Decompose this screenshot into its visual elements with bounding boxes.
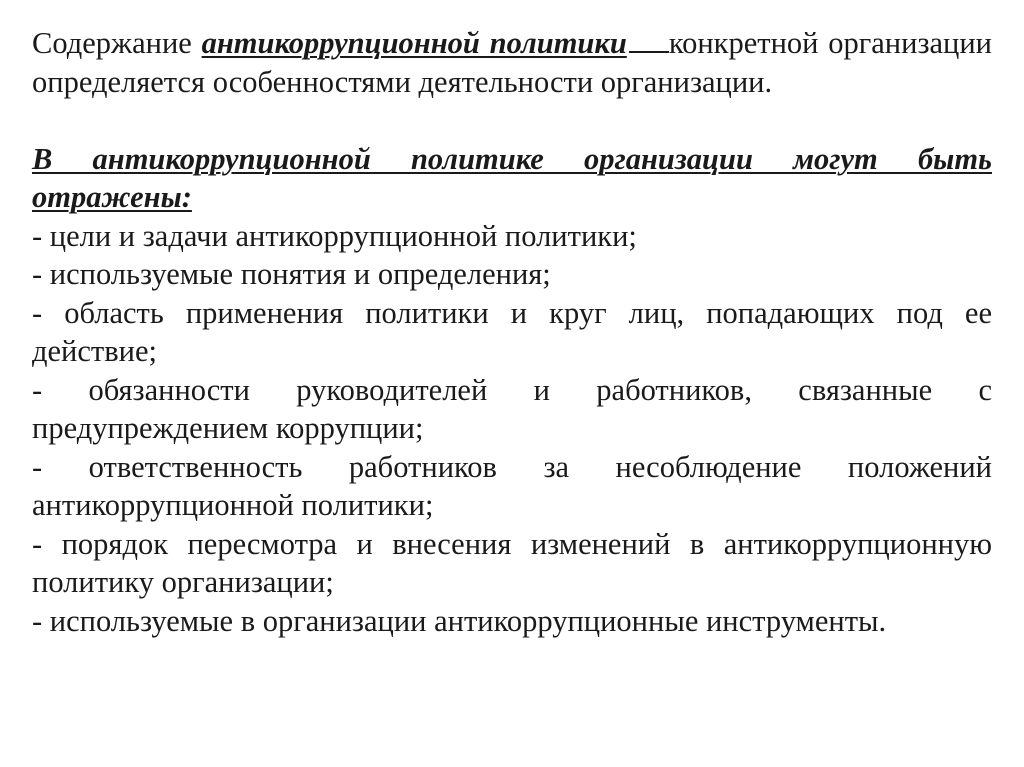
underline-gap [629, 25, 669, 53]
list-item: - ответственность работников за несоблюдение положений антикоррупционной политики; [32, 449, 992, 522]
list-item: - порядок пересмотра и внесения изменений в антикоррупционную политику организации; [32, 526, 992, 599]
paragraph-spacer [32, 101, 992, 140]
intro-prefix: Содержание [32, 26, 192, 60]
document-body [32, 24, 992, 640]
list-heading: В антикоррупционной политике организации могут быть отражены: [32, 141, 992, 214]
list-item: - обязанности руководителей и работников, связанные с предупреждением коррупции; [32, 372, 992, 445]
intro-emphasis: антикоррупционной политики [201, 26, 627, 60]
list-item: - область применения политики и круг лиц, попадающих под ее действие; [32, 295, 992, 368]
list-item: - цели и задачи антикоррупционной политики; [32, 218, 637, 253]
intro-paragraph [32, 24, 992, 101]
list-item: - используемые понятия и определения; [32, 257, 551, 291]
list-item: - используемые в организации антикоррупционные инструменты. [32, 603, 887, 638]
intro-suffix: конкретной организации определяется особенностями деятельности организации. [32, 26, 992, 99]
